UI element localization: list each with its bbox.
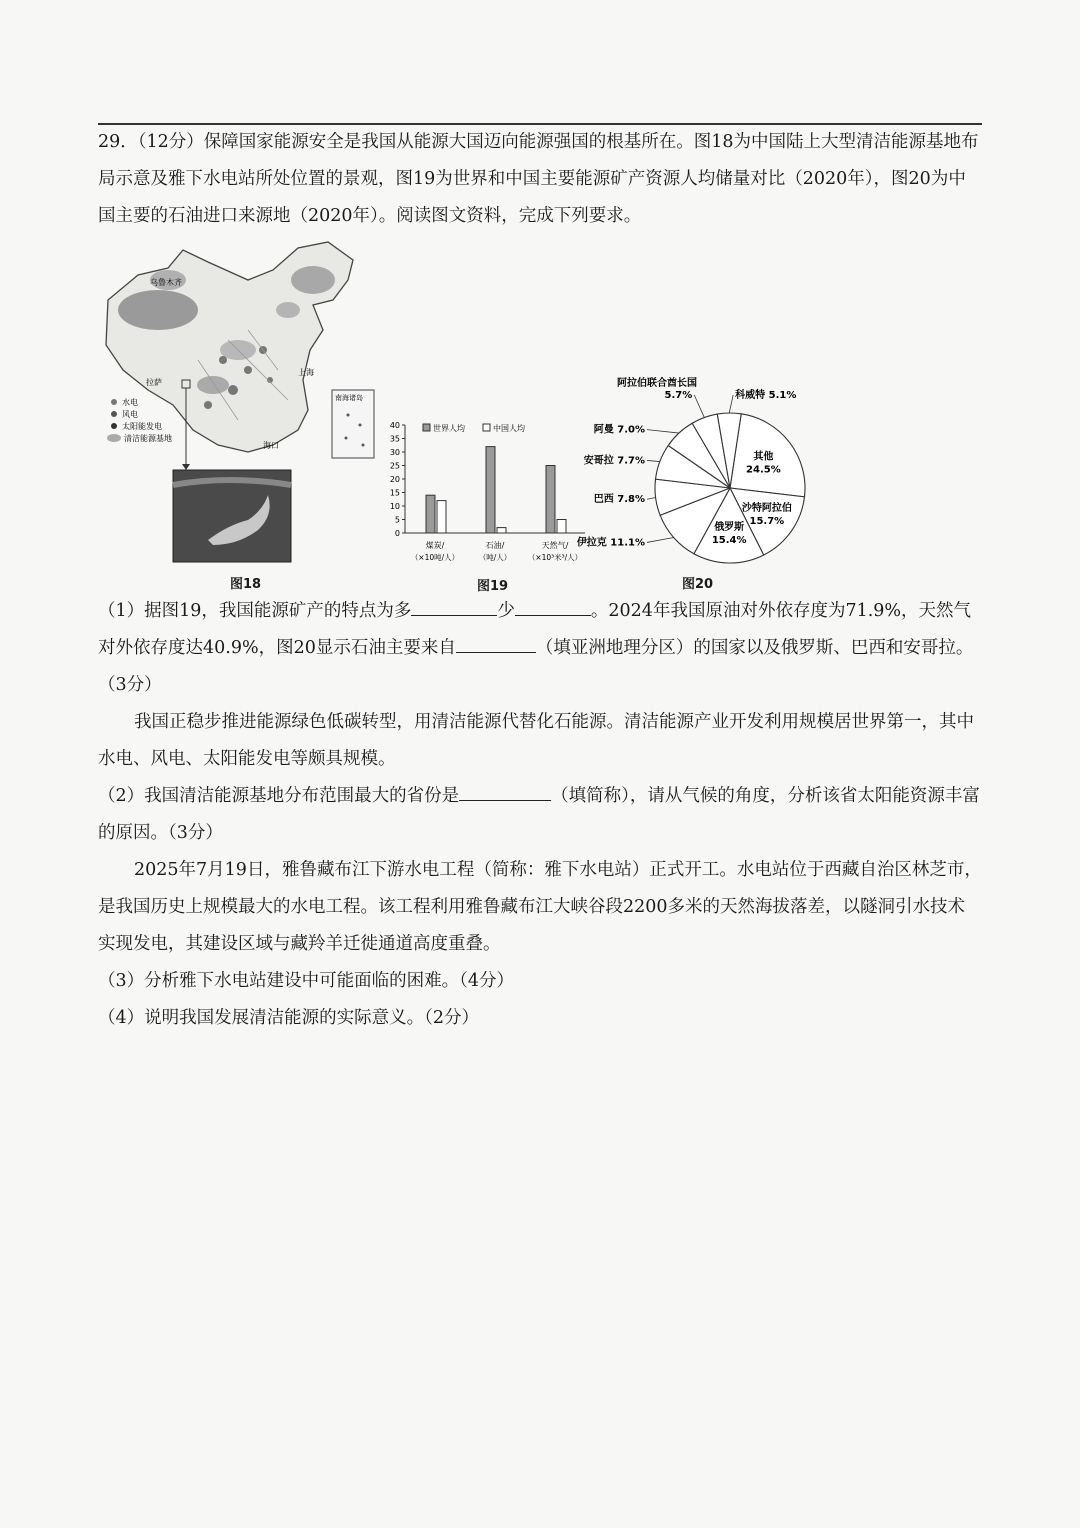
figure-20-caption: 图20 (682, 577, 714, 592)
legend-hydro: 水电 (122, 398, 138, 407)
pie-leader-line (647, 460, 660, 461)
bar-china (557, 520, 566, 534)
legend-base: 清洁能源基地 (124, 434, 172, 443)
question-intro: 29．（12分）保障国家能源安全是我国从能源大国迈向能源强国的根基所在。图18为中国陆上大型清洁能源基地布局示意及雅下水电站所处位置的景观，图19为世界和中国主要能源矿产资源人均储量对比（2020年），图20为中国主要的石油进口来源地（2020年）。阅读图文资料，完成下列要求。 (98, 132, 979, 226)
pie-label: 科威特 5.1% (735, 390, 797, 401)
bar-china (437, 501, 446, 533)
label-lhasa: 拉萨 (146, 378, 162, 387)
x-tick-label: 煤炭/ (425, 541, 445, 550)
label-nanhai: 南海诸岛 (335, 394, 363, 402)
question-4: （4）说明我国发展清洁能源的实际意义。（2分） (98, 1008, 480, 1028)
pie-leader-line (647, 497, 656, 499)
legend-wind-icon (111, 411, 117, 417)
pie-leader-line (647, 430, 679, 433)
y-tick-label: 25 (389, 461, 400, 471)
oil-import-pie-chart (576, 378, 825, 573)
y-tick-label: 15 (389, 488, 400, 498)
y-tick-label: 5 (394, 515, 400, 525)
figure-18 (98, 240, 390, 592)
q2-text-1: （2）我国清洁能源基地分布范围最大的省份是 (98, 786, 460, 806)
label-urumqi: 乌鲁木齐 (150, 278, 182, 287)
bar-world (486, 447, 495, 533)
figure-19-caption: 图19 (477, 579, 509, 594)
q1-text-2: 少 (497, 601, 515, 621)
legend-hydro-icon (111, 399, 117, 405)
paragraph-yaxia-hydropower: 2025年7月19日，雅鲁藏布江下游水电工程（简称：雅下水电站）正式开工。水电站位于西藏自治区林芝市，是我国历史上规模最大的水电工程。该工程利用雅鲁藏布江大峡谷段2200多米的天然海拔落差，以隧洞引水技术实现发电，其建设区域与藏羚羊迁徙通道高度重叠。 (98, 860, 982, 954)
y-tick-label: 35 (389, 434, 400, 444)
pie-label: 其他 (753, 451, 774, 463)
per-capita-bar-chart (385, 415, 595, 565)
legend-label: 世界人均 (433, 424, 465, 433)
y-tick-label: 10 (389, 502, 400, 511)
q1-blank-3[interactable] (456, 634, 536, 653)
q1-blank-2[interactable] (515, 597, 591, 616)
pie-label: 沙特阿拉伯 (741, 502, 792, 514)
pie-label-uae-name: 阿拉伯联合酋长国 (617, 378, 697, 389)
x-tick-unit: （吨/人） (478, 553, 512, 562)
y-tick-label: 30 (389, 448, 400, 457)
pie-leader-line (729, 395, 733, 413)
pie-value: 15.4% (711, 534, 747, 546)
x-tick-unit: （×10³米³/人） (527, 553, 583, 562)
q2-blank-1[interactable] (459, 782, 551, 801)
pie-value: 24.5% (746, 464, 781, 476)
legend-swatch-china (483, 424, 490, 431)
question-2 (98, 778, 982, 852)
legend-wind: 风电 (122, 410, 138, 419)
pie-label: 5.7% (664, 390, 693, 401)
bar-world (426, 495, 435, 533)
pie-label: 安哥拉 7.7% (583, 455, 645, 467)
figure-20 (576, 378, 825, 592)
q1-text-4: （填亚洲地理分区）的国家以及俄罗斯、巴西和安哥拉。（3分） (98, 638, 974, 695)
q1-text-3: 。2024年我国原油对外依存度为71.9%，天然气对外依存度达40.9%，图20显示石油主要来自 (98, 601, 972, 658)
label-shanghai: 上海 (298, 368, 314, 377)
pie-value: 15.7% (749, 515, 785, 527)
pie-label: 伊拉克 11.1% (576, 537, 645, 549)
legend-base-icon (107, 434, 121, 442)
legend-label: 中国人均 (493, 424, 525, 433)
q1-text-1: （1）据图19，我国能源矿产的特点为多 (98, 601, 412, 621)
legend-solar-icon (111, 423, 117, 429)
bar-china (497, 528, 506, 533)
paragraph-clean-energy: 我国正稳步推进能源绿色低碳转型，用清洁能源代替化石能源。清洁能源产业开发利用规模居世界第一，其中水电、风电、太阳能发电等颇具规模。 (98, 712, 974, 769)
energy-base-xinjiang (118, 290, 198, 330)
question-1 (98, 593, 982, 704)
figure-19 (385, 415, 595, 594)
pie-label: 俄罗斯 (714, 521, 745, 533)
pie-label: 阿曼 7.0% (593, 424, 645, 436)
q2-text-2: （填简称），请从气候的角度，分析该省太阳能资源丰富的原因。（3分） (98, 786, 980, 843)
pie-label: 巴西 7.8% (593, 494, 645, 506)
y-tick-label: 0 (394, 529, 400, 538)
x-tick-label: 石油/ (485, 541, 505, 550)
q1-blank-1[interactable] (411, 597, 497, 616)
y-tick-label: 20 (389, 475, 400, 484)
pie-leader-line (647, 537, 674, 542)
figure-18-caption: 图18 (230, 577, 262, 592)
x-tick-unit: （×10吨/人） (410, 553, 460, 562)
x-tick-label: 天然气/ (541, 541, 569, 550)
bar-world (546, 466, 555, 534)
pie-leader-line (694, 395, 704, 418)
y-tick-label: 40 (389, 421, 400, 430)
label-haikou: 海口 (263, 441, 279, 450)
legend-swatch-world (423, 424, 430, 431)
question-3: （3）分析雅下水电站建设中可能面临的困难。（4分） (98, 971, 515, 991)
legend-solar: 太阳能发电 (122, 422, 162, 431)
china-map (98, 240, 390, 570)
